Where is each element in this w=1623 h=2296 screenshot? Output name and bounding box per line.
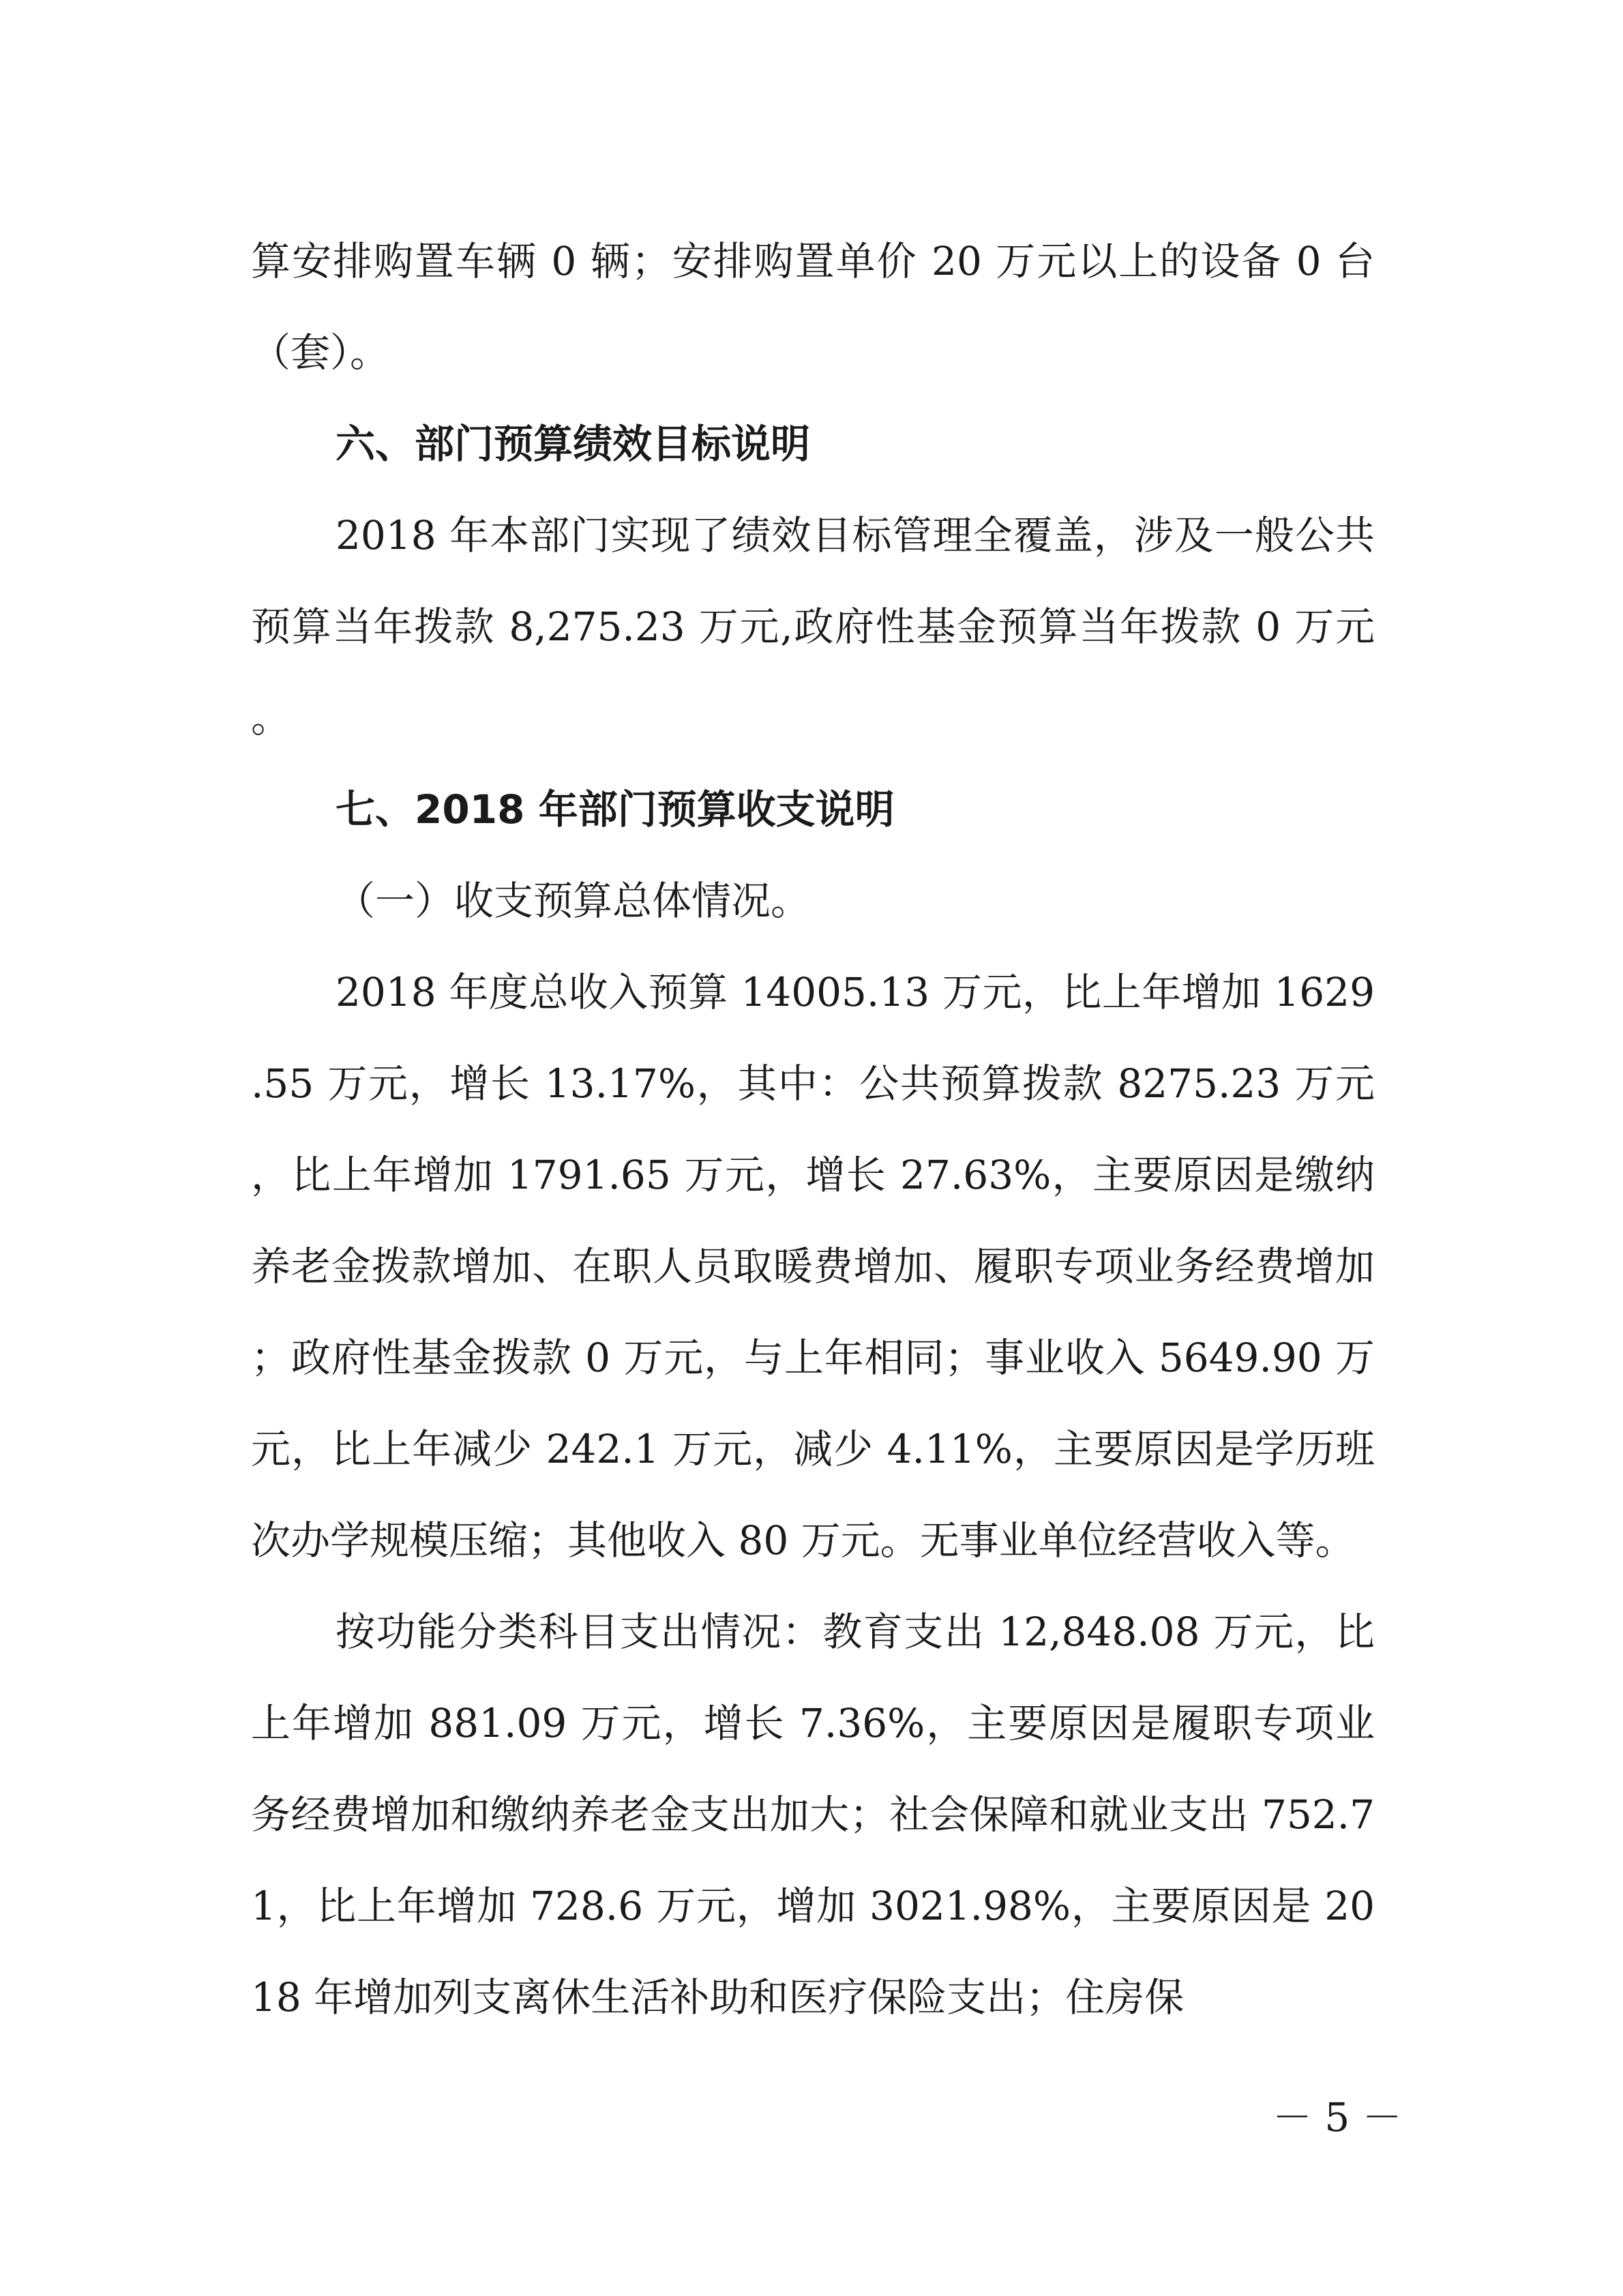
section-heading-performance-goals: 六、部门预算绩效目标说明 bbox=[336, 421, 811, 467]
paragraph-functional-expenditure: 按功能分类科目支出情况：教育支出 12,848.08 万元，比上年增加 881.09 万元，增长 7.36%，主要原因是履职专项业务经费增加和缴纳养老金支出加大；社会保障和就业支出 752.71，比上年增加 728.6 万元，增加 3021.98%，主要原因是 2018 年增加列支离休生活补助和医疗保险支出；住房保 bbox=[251, 1609, 1375, 2021]
document-body bbox=[251, 215, 1375, 2043]
section-heading-budget-income-expense: 七、2018 年部门预算收支说明 bbox=[336, 786, 895, 833]
subheading-overall-budget: （一）收支预算总体情况。 bbox=[336, 878, 811, 924]
paragraph-total-income: 2018 年度总收入预算 14005.13 万元，比上年增加 1629.55 万元，增长 13.17%，其中：公共预算拨款 8275.23 万元，比上年增加 1791.65 万元，增长 27.63%，主要原因是缴纳养老金拨款增加、在职人员取暖费增加、履职专项业务经费增加；政府性基金拨款 0 万元，与上年相同；事业收入 5649.90 万元，比上年减少 242.1 万元，减少 4.11%，主要原因是学历班次办学规模压缩；其他收入 80 万元。无事业单位经营收入等。 bbox=[251, 969, 1375, 1564]
page-number: － 5 － bbox=[1272, 2094, 1402, 2141]
paragraph-performance-coverage: 2018 年本部门实现了绩效目标管理全覆盖，涉及一般公共预算当年拨款 8,275.23 万元,政府性基金预算当年拨款 0 万元。 bbox=[251, 512, 1375, 741]
paragraph-purchase-plan: 算安排购置车辆 0 辆；安排购置单价 20 万元以上的设备 0 台（套）。 bbox=[251, 238, 1375, 376]
